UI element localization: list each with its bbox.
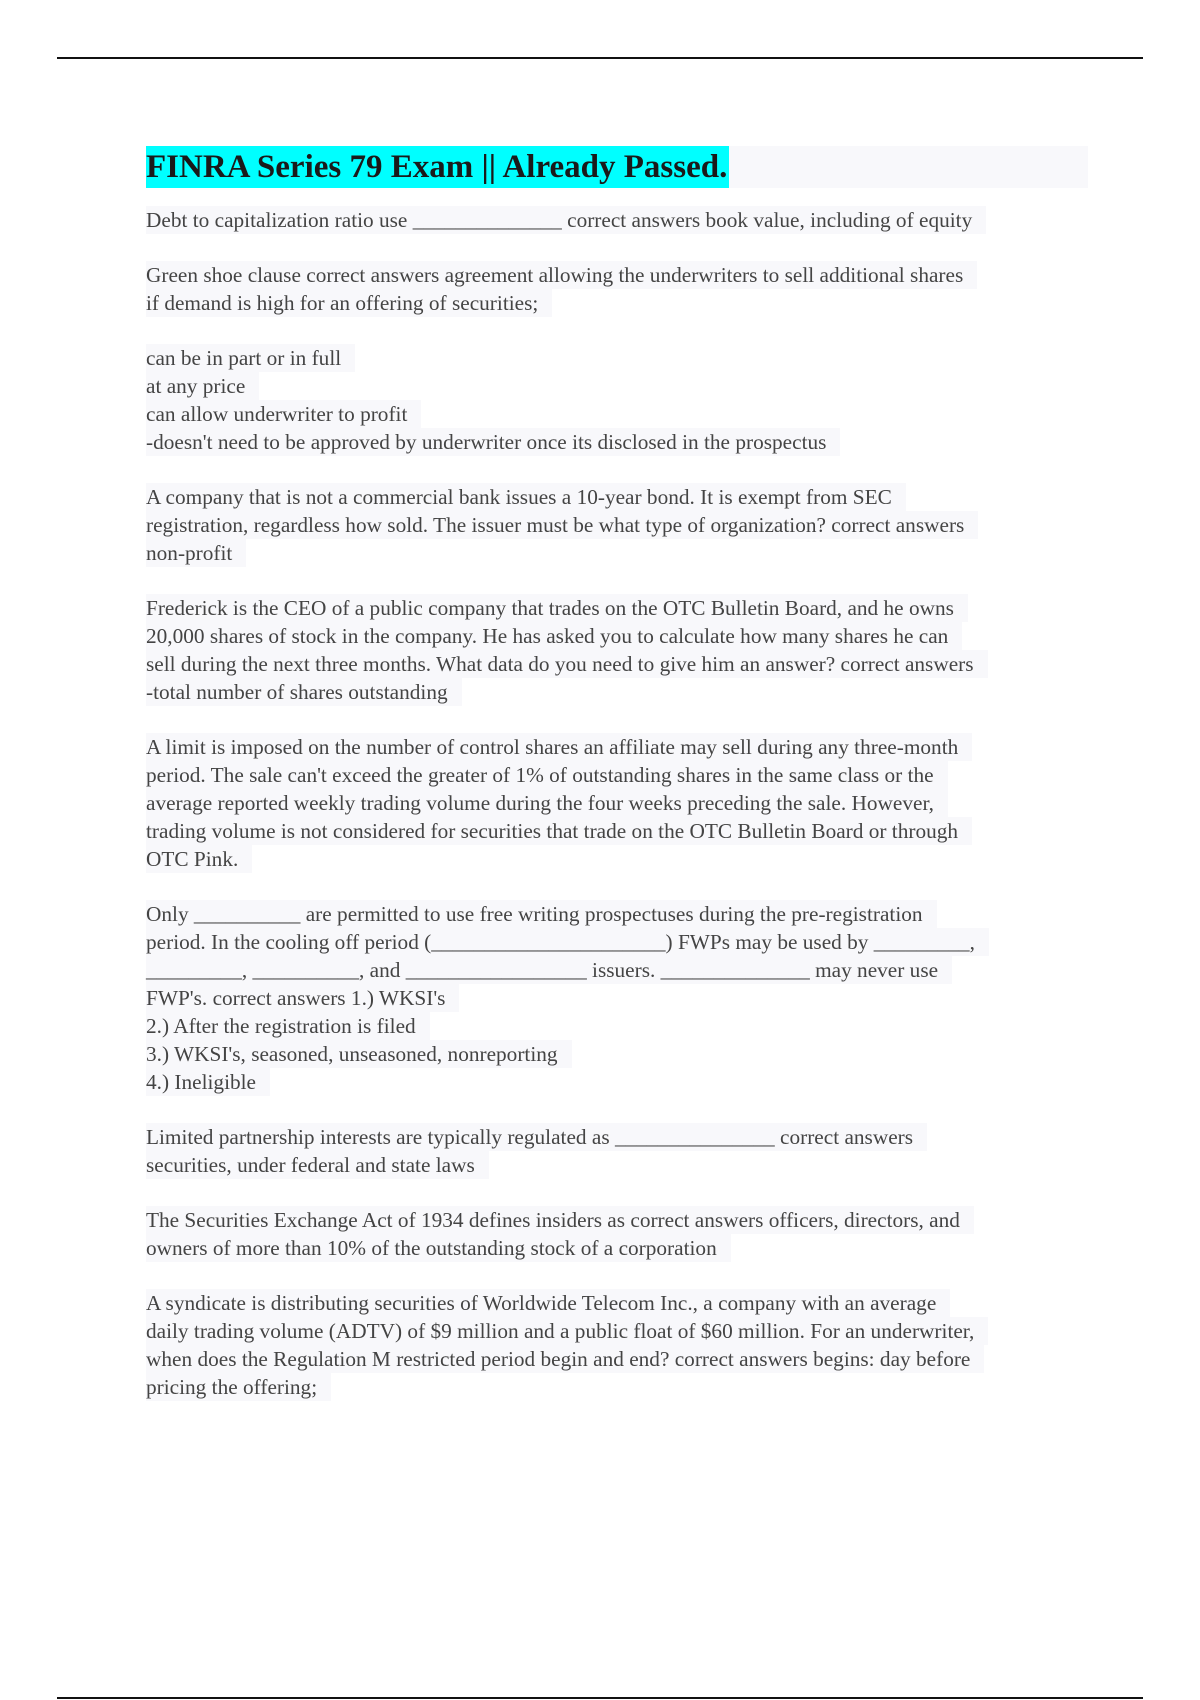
- text-line: owners of more than 10% of the outstanding stock of a corporation: [146, 1234, 731, 1262]
- text-line: at any price: [146, 372, 259, 400]
- document-title: FINRA Series 79 Exam || Already Passed.: [146, 146, 729, 188]
- text-line: _________, __________, and _________________ issuers. ______________ may never use: [146, 956, 952, 984]
- text-line: A limit is imposed on the number of control shares an affiliate may sell during any three-month: [146, 733, 972, 761]
- text-line: -total number of shares outstanding: [146, 678, 462, 706]
- text-line: can allow underwriter to profit: [146, 400, 421, 428]
- qa-paragraph: [146, 1289, 1088, 1401]
- text-line: Green shoe clause correct answers agreement allowing the underwriters to sell additional shares: [146, 261, 977, 289]
- text-line: -doesn't need to be approved by underwriter once its disclosed in the prospectus: [146, 428, 840, 456]
- text-line: Only __________ are permitted to use free writing prospectuses during the pre-registration: [146, 900, 937, 928]
- qa-paragraph: [146, 344, 1088, 456]
- text-line: can be in part or in full: [146, 344, 355, 372]
- text-line: Limited partnership interests are typically regulated as _______________ correct answers: [146, 1123, 927, 1151]
- qa-paragraph: [146, 594, 1088, 706]
- text-line: 20,000 shares of stock in the company. He has asked you to calculate how many shares he can: [146, 622, 962, 650]
- qa-paragraph: [146, 261, 1088, 317]
- document-body: [146, 146, 1088, 1428]
- qa-paragraph: [146, 900, 1088, 1096]
- qa-paragraph: [146, 1206, 1088, 1262]
- text-line: average reported weekly trading volume during the four weeks preceding the sale. However,: [146, 789, 948, 817]
- text-line: 3.) WKSI's, seasoned, unseasoned, nonreporting: [146, 1040, 572, 1068]
- qa-paragraph: [146, 1123, 1088, 1179]
- text-line: Frederick is the CEO of a public company that trades on the OTC Bulletin Board, and he owns: [146, 594, 968, 622]
- text-line: period. The sale can't exceed the greater of 1% of outstanding shares in the same class or the: [146, 761, 948, 789]
- text-line: A company that is not a commercial bank issues a 10-year bond. It is exempt from SEC: [146, 483, 906, 511]
- bottom-rule: [57, 1697, 1143, 1699]
- text-line: if demand is high for an offering of securities;: [146, 289, 552, 317]
- title-row: [146, 146, 1088, 188]
- paragraph-list: [146, 206, 1088, 1401]
- text-line: securities, under federal and state laws: [146, 1151, 489, 1179]
- qa-paragraph: [146, 483, 1088, 567]
- text-line: 2.) After the registration is filed: [146, 1012, 430, 1040]
- text-line: OTC Pink.: [146, 845, 252, 873]
- text-line: pricing the offering;: [146, 1373, 331, 1401]
- text-line: non-profit: [146, 539, 246, 567]
- text-line: sell during the next three months. What data do you need to give him an answer? correct answers: [146, 650, 988, 678]
- qa-paragraph: [146, 733, 1088, 873]
- qa-paragraph: [146, 206, 1088, 234]
- top-rule: [57, 57, 1143, 59]
- text-line: A syndicate is distributing securities of Worldwide Telecom Inc., a company with an average: [146, 1289, 950, 1317]
- text-line: when does the Regulation M restricted period begin and end? correct answers begins: day before: [146, 1345, 984, 1373]
- text-line: 4.) Ineligible: [146, 1068, 270, 1096]
- text-line: daily trading volume (ADTV) of $9 million and a public float of $60 million. For an underwriter,: [146, 1317, 988, 1345]
- text-line: trading volume is not considered for securities that trade on the OTC Bulletin Board or through: [146, 817, 972, 845]
- text-line: period. In the cooling off period (______________________) FWPs may be used by _________,: [146, 928, 989, 956]
- text-line: registration, regardless how sold. The issuer must be what type of organization? correct answers: [146, 511, 978, 539]
- text-line: Debt to capitalization ratio use ______________ correct answers book value, including of equity: [146, 206, 986, 234]
- text-line: The Securities Exchange Act of 1934 defines insiders as correct answers officers, directors, and: [146, 1206, 974, 1234]
- text-line: FWP's. correct answers 1.) WKSI's: [146, 984, 459, 1012]
